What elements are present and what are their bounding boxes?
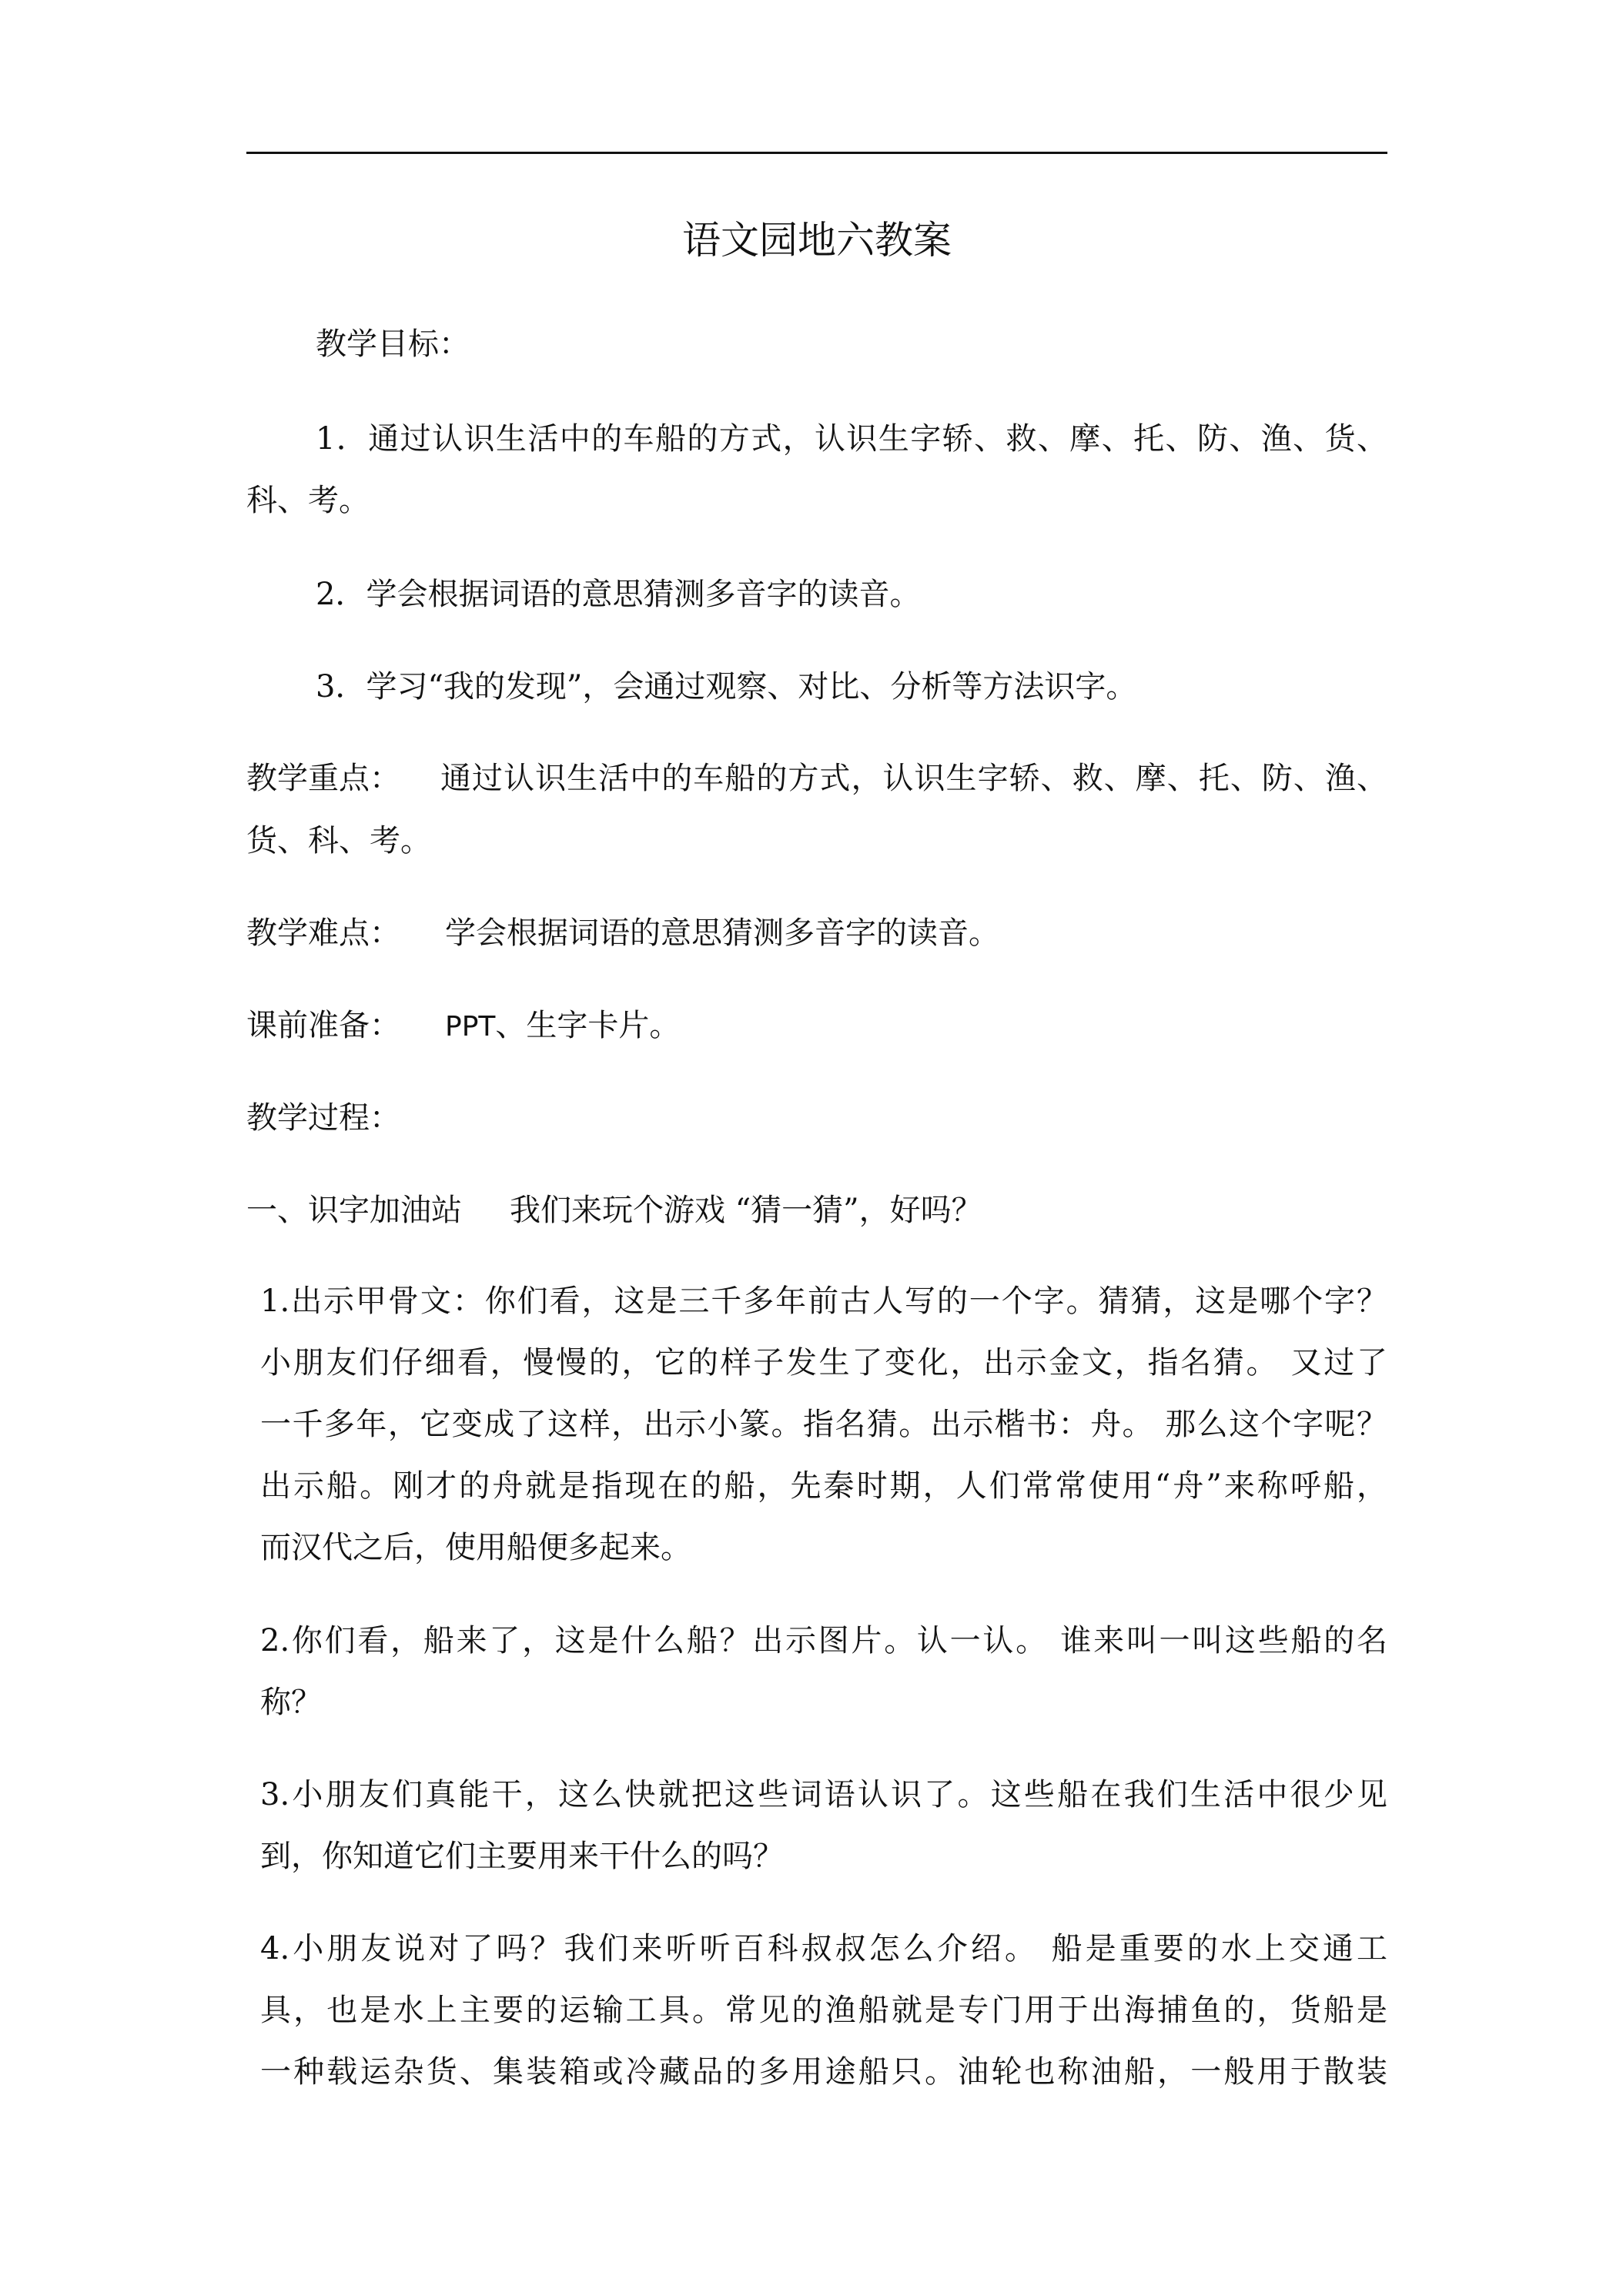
- preparation-rest: 、生字卡片。: [495, 1008, 681, 1043]
- step-1-line-5: 而汉代之后，使用船便多起来。: [260, 1530, 691, 1565]
- step-3-line-1: 3.小朋友们真能干，这么快就把这些词语认识了。这些船在我们生活中很少见: [260, 1777, 1387, 1812]
- step-4-line-2: 具，也是水上主要的运输工具。常见的渔船就是专门用于出海捕鱼的，货船是: [260, 1993, 1387, 2028]
- key-point-line-1: 通过认识生活中的车船的方式，认识生字轿、救、摩、托、防、渔、: [440, 761, 1387, 796]
- section-1-title: 一、识字加油站: [246, 1193, 462, 1228]
- step-2-line-2: 称？: [260, 1685, 322, 1720]
- section-1-prompt: 我们来玩个游戏 “猜一猜”，好吗？: [510, 1193, 982, 1228]
- process-heading: 教学过程：: [246, 1100, 400, 1136]
- preparation-text: [445, 1002, 680, 1050]
- key-point-label: 教学重点：: [246, 761, 400, 796]
- step-4-line-3: 一种载运杂货、集装箱或冷藏品的多用途船只。油轮也称油船，一般用于散装: [260, 2054, 1387, 2090]
- step-1-line-4: 出示船。刚才的舟就是指现在的船，先秦时期，人们常常使用“舟”来称呼船，: [260, 1468, 1387, 1504]
- objective-1-line-1: 1．通过认识生活中的车船的方式，认识生字轿、救、摩、托、防、渔、货、: [316, 421, 1387, 457]
- step-1-line-2: 小朋友们仔细看，慢慢的，它的样子发生了变化，出示金文，指名猜。 又过了: [260, 1345, 1387, 1381]
- preparation-ppt: PPT: [445, 1011, 496, 1043]
- key-point-line-2: 货、科、考。: [246, 823, 431, 858]
- difficulty-text: 学会根据词语的意思猜测多音字的读音。: [445, 915, 999, 951]
- objectives-heading: 教学目标：: [316, 326, 470, 362]
- document-title: 语文园地六教案: [682, 218, 952, 263]
- difficulty-label: 教学难点：: [246, 915, 400, 951]
- step-3-line-2: 到，你知道它们主要用来干什么的吗？: [260, 1839, 784, 1874]
- step-1-line-1: 1.出示甲骨文：你们看，这是三千多年前古人写的一个字。猜猜，这是哪个字？: [260, 1284, 1387, 1319]
- objective-1-line-2: 科、考。: [246, 483, 370, 518]
- step-4-line-1: 4.小朋友说对了吗？我们来听听百科叔叔怎么介绍。 船是重要的水上交通工: [260, 1931, 1387, 1966]
- step-2-line-1: 2.你们看，船来了，这是什么船？出示图片。认一认。 谁来叫一叫这些船的名: [260, 1623, 1387, 1658]
- objective-3: 3．学习“我的发现”，会通过观察、对比、分析等方法识字。: [316, 669, 1137, 705]
- objective-2: 2．学会根据词语的意思猜测多音字的读音。: [316, 577, 921, 612]
- step-1-line-3: 一千多年，它变成了这样，出示小篆。指名猜。出示楷书：舟。 那么这个字呢？: [260, 1407, 1387, 1442]
- header-rule: [246, 152, 1387, 154]
- preparation-label: 课前准备：: [246, 1008, 400, 1043]
